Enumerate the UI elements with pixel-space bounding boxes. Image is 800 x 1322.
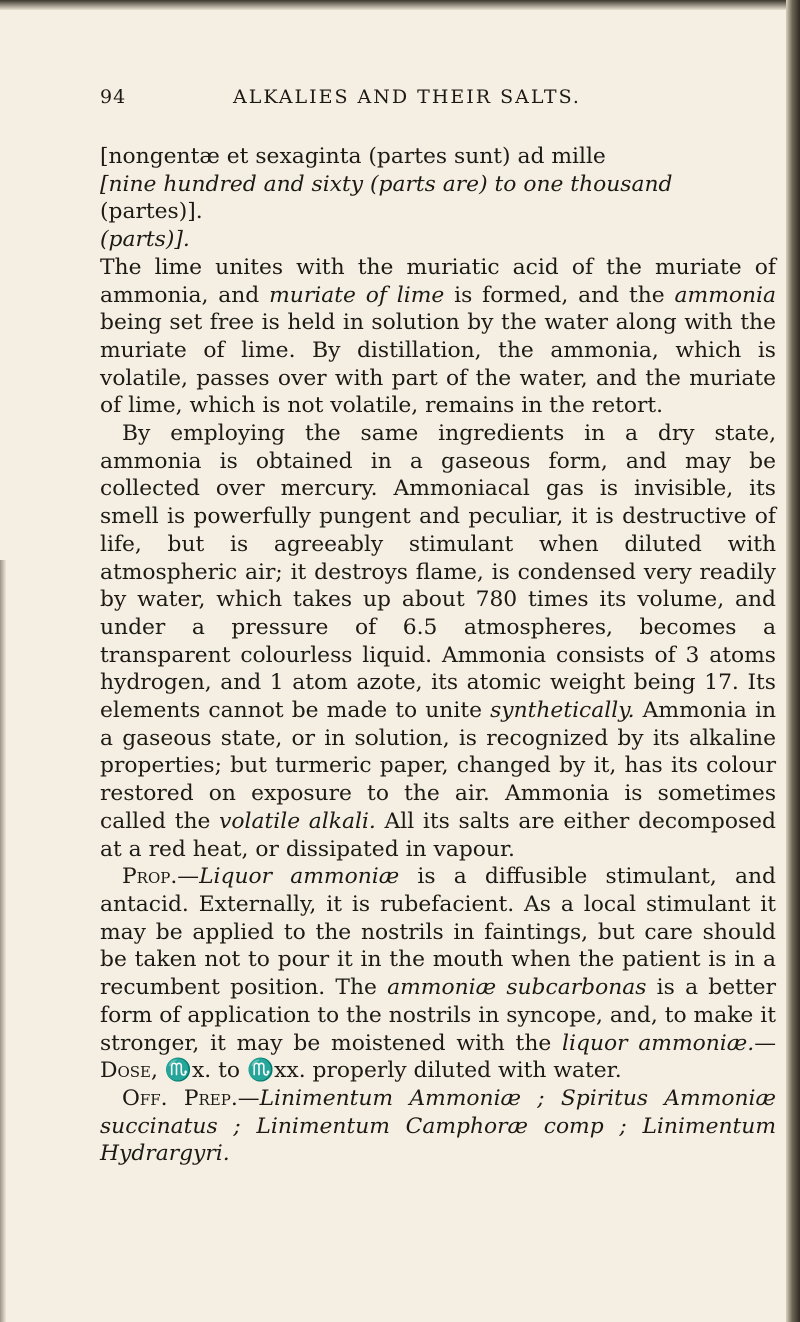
text-run: By employing the same ingredients in a dry state, ammonia is obtained in a gaseous form, and may be collected over mercury. Ammoniacal gas is invisible, its smell is powerfully pungent and peculiar, it is destructive of life, but is agreeably stimulant when diluted with atmospheric air; it destroys flame, is condensed very readily by water, which takes up about 780 times its volume, and under a pressure of 6.5 atmospheres, becomes a transparent colourless liquid. Ammonia consists of 3 atoms hydrogen, and 1 atom azote, its atomic weight being 17. Its elements cannot be made to unite (100, 421, 776, 724)
page-number: 94 (100, 86, 127, 108)
text-run: — (754, 1030, 776, 1056)
paragraph-lime (100, 254, 776, 420)
small-caps-text: Off. Prep. (122, 1085, 238, 1111)
latin-line-2: (partes)]. (100, 199, 203, 225)
page-header (100, 86, 760, 116)
translation-line: [nine hundred and sixty (parts are) to one thousand (100, 171, 673, 197)
text-run: Ammonia in a gaseous state, or in solution, is recognized by its alkaline properties; but turmeric paper, changed by it, has its colour restored on exposure to the air. Ammonia is sometimes called the (100, 698, 776, 834)
italic-text: muriate of lime (269, 282, 445, 308)
text-run: — (177, 864, 200, 890)
paragraph-off-prep (100, 1085, 776, 1168)
small-caps-text: Dose, (100, 1058, 158, 1084)
italic-text: Liquor ammoniæ (199, 864, 400, 890)
text-run: is a diffusible stimulant, and antacid. Externally, it is rubefacient. As a local stimulant it may be applied to the nostrils in faintings, but care should be taken not to pour it in the mouth when the patient is in a recumbent position. The (100, 864, 776, 1001)
italic-text: liquor ammoniæ. (562, 1030, 755, 1056)
text-run: — (237, 1085, 260, 1111)
page-top-shadow (0, 0, 800, 10)
italic-text: synthetically. (490, 698, 635, 724)
text-run: being set free is held in solution by the water along with the muriate of lime. By distillation, the ammonia, which is volatile, passes over with part of the water, and the muriate of lime, which is not volatile, remains in the retort. (100, 310, 776, 419)
translation-line-2: (parts)]. (100, 227, 190, 253)
italic-text: ammonia (674, 282, 776, 308)
paragraph-gas (100, 420, 776, 863)
text-run: The lime unites with the muriatic acid of the muriate of ammonia, and (100, 254, 776, 308)
italic-text: volatile alkali. (219, 808, 376, 834)
running-title: ALKALIES AND THEIR SALTS. (233, 86, 581, 108)
latin-line: [nongentæ et sexaginta (partes sunt) ad mille (100, 144, 606, 169)
paragraph-prop (100, 863, 776, 1085)
text-run: is formed, and the (444, 282, 675, 308)
text-run: ♏x. to ♏xx. properly diluted with water. (157, 1058, 622, 1084)
text-run: All its salts are either decomposed at a red heat, or dissipated in vapour. (100, 808, 776, 862)
italic-text: ammoniæ subcarbonas (387, 975, 647, 1001)
page-body (100, 143, 776, 1168)
page-edge-left (0, 560, 6, 1322)
text-run: is a better form of application to the nostrils in syncope, and, to make it stronger, it may be moistened with the (100, 975, 776, 1056)
page-edge-right (786, 0, 800, 1322)
small-caps-text: Prop. (122, 864, 178, 890)
italic-text: Linimentum Ammoniæ ; Spiritus Ammoniæ succinatus ; Linimentum Camphoræ comp ; Linimentum Hydrargyri. (100, 1085, 776, 1167)
